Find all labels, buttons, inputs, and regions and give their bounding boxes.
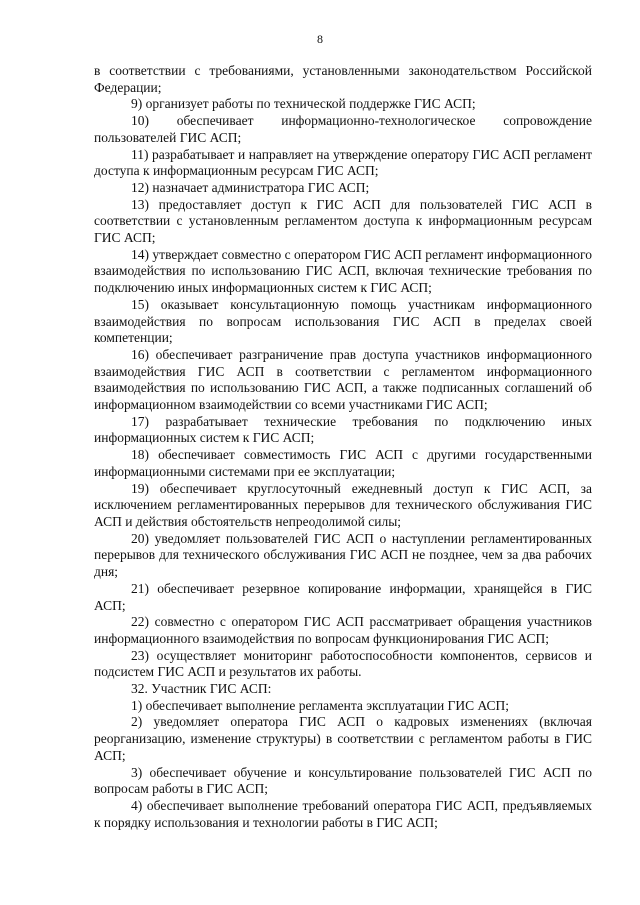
paragraph-intro: в соответствии с требованиями, установленными законодательством Российской Федерации; bbox=[94, 63, 592, 95]
paragraph-item-13: 13) предоставляет доступ к ГИС АСП для пользователей ГИС АСП в соответствии с установленным регламентом доступа к информационным ресурсам ГИС АСП; bbox=[94, 196, 592, 246]
paragraph-item-18: 18) обеспечивает совместимость ГИС АСП с другими государственными информационными системами при ее эксплуатации; bbox=[94, 447, 592, 479]
document-body bbox=[94, 63, 592, 831]
page-number: 8 bbox=[317, 32, 323, 46]
paragraph-participant-1: 1) обеспечивает выполнение регламента эксплуатации ГИС АСП; bbox=[131, 697, 510, 713]
paragraph-item-21: 21) обеспечивает резервное копирование информации, хранящейся в ГИС АСП; bbox=[94, 580, 592, 613]
paragraph-item-22: 22) совместно с оператором ГИС АСП рассматривает обращения участников информационного взаимодействия по вопросам функционирования ГИС АСП; bbox=[94, 614, 592, 646]
paragraph-item-14: 14) утверждает совместно с оператором ГИС АСП регламент информационного взаимодействия по использованию ГИС АСП, включая технические требования по подключению иных информационных систем к ГИС АСП; bbox=[94, 246, 592, 296]
paragraph-item-20: 20) уведомляет пользователей ГИС АСП о наступлении регламентированных перерывов для технического обслуживания ГИС АСП не позднее, чем за два рабочих дня; bbox=[94, 530, 592, 580]
paragraph-item-17: 17) разрабатывает технические требования по подключению иных информационных систем к ГИС АСП; bbox=[94, 413, 592, 446]
paragraph-participant-3: 3) обеспечивает обучение и консультирование пользователей ГИС АСП по вопросам работы в ГИС АСП; bbox=[94, 764, 592, 797]
section-heading-32: 32. Участник ГИС АСП: bbox=[131, 681, 272, 697]
paragraph-item-12: 12) назначает администратора ГИС АСП; bbox=[131, 179, 370, 195]
paragraph-item-19: 19) обеспечивает круглосуточный ежедневный доступ к ГИС АСП, за исключением регламентированных перерывов для технического обслуживания ГИС АСП и действия обстоятельств непреодолимой силы; bbox=[94, 480, 592, 529]
paragraph-participant-2: 2) уведомляет оператора ГИС АСП о кадровых изменениях (включая реорганизацию, изменение структуры) в соответствии с регламентом работы в ГИС АСП; bbox=[94, 714, 592, 763]
paragraph-item-9: 9) организует работы по технической поддержке ГИС АСП; bbox=[131, 96, 476, 112]
paragraph-item-11: 11) разрабатывает и направляет на утверждение оператору ГИС АСП регламент доступа к информационным ресурсам ГИС АСП; bbox=[94, 146, 592, 179]
paragraph-item-10: 10) обеспечивает информационно-технологическое сопровождение пользователей ГИС АСП; bbox=[94, 113, 592, 145]
paragraph-item-23: 23) осуществляет мониторинг работоспособности компонентов, сервисов и подсистем ГИС АСП и результатов их работы. bbox=[94, 647, 592, 680]
paragraph-item-16: 16) обеспечивает разграничение прав доступа участников информационного взаимодействия ГИС АСП в соответствии с регламентом информационного взаимодействия по использованию ГИС АСП, а также подписанных соглашений об информационном взаимодействии со всеми участниками ГИС АСП; bbox=[94, 346, 592, 413]
paragraph-participant-4: 4) обеспечивает выполнение требований оператора ГИС АСП, предъявляемых к порядку использования и технологии работы в ГИС АСП; bbox=[94, 797, 592, 830]
paragraph-item-15: 15) оказывает консультационную помощь участникам информационного взаимодействия по вопросам использования ГИС АСП в пределах своей компетенции; bbox=[94, 296, 592, 346]
